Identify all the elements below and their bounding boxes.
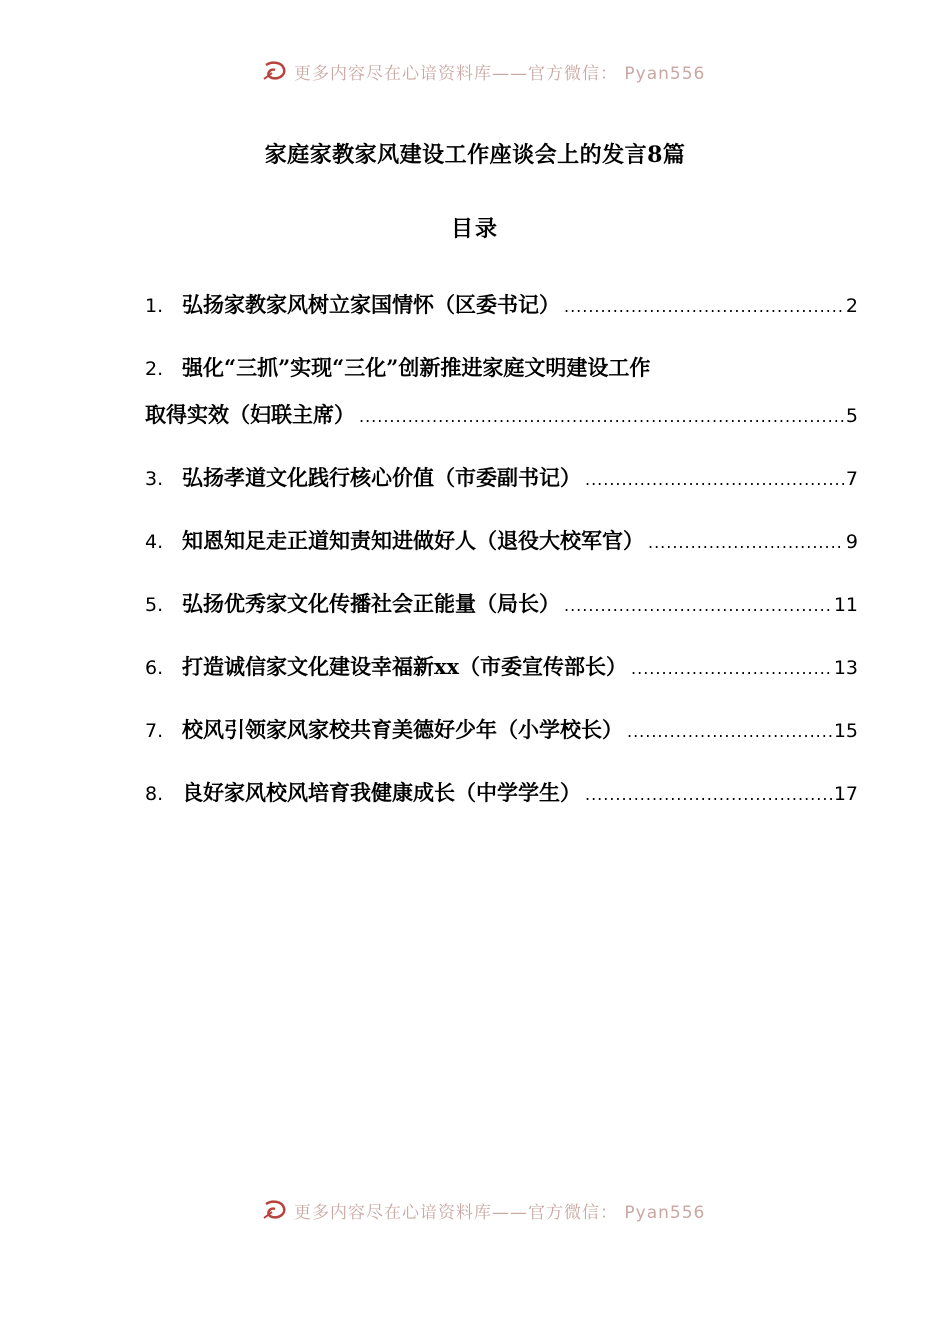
toc-entry-title: 打造诚信家文化建设幸福新xx（市委宣传部长） [182,654,628,679]
toc-entry-title: 弘扬家教家风树立家国情怀（区委书记） [182,292,560,317]
toc-entry-8[interactable] [145,773,858,813]
toc-entry-page: 2 [845,295,858,317]
watermark-text: 更多内容尽在心谙资料库——官方微信： Pyan556 [294,1202,706,1223]
toc-entry-title: 弘扬孝道文化践行核心价值（市委副书记） [182,465,581,490]
toc-entry-number: 7. [145,720,164,742]
toc-entry-title: 强化“三抓”实现“三化”创新推进家庭文明建设工作 [182,355,651,380]
spiral-logo-icon [262,1198,288,1222]
dot-leader [564,287,844,327]
toc-entry-7[interactable] [145,710,858,750]
toc-entry-title: 校风引领家风家校共育美德好少年（小学校长） [182,717,623,742]
toc-heading: 目录 [450,216,499,242]
dot-leader [631,649,832,689]
toc-entry-title-continued: 取得实效（妇联主席） [145,402,355,427]
toc-entry-number: 1. [145,295,164,317]
toc-entry-6[interactable] [145,647,858,687]
toc-entry-4[interactable] [145,521,858,561]
document-title: 家庭家教家风建设工作座谈会上的发言8篇 [264,142,686,168]
toc-entry-page: 5 [845,405,858,427]
footer-watermark [262,1197,782,1223]
toc-entry-number: 4. [145,531,164,553]
dot-leader [585,460,844,500]
spiral-logo-icon [262,59,288,83]
dot-leader [648,523,844,563]
dot-leader [585,775,832,815]
toc-entry-number: 5. [145,594,164,616]
toc-entry-number: 6. [145,657,164,679]
dot-leader [627,712,832,752]
toc-entry-number: 3. [145,468,164,490]
toc-entry-page: 13 [833,657,858,679]
toc-entry-title: 知恩知足走正道知责知进做好人（退役大校军官） [182,528,644,553]
header-watermark [262,58,782,84]
toc-entry-page: 7 [845,468,858,490]
toc-entry-page: 15 [833,720,858,742]
toc-entry-title: 良好家风校风培育我健康成长（中学学生） [182,780,581,805]
toc-entry-title: 弘扬优秀家文化传播社会正能量（局长） [182,591,560,616]
toc-entry-2[interactable] [145,348,858,435]
toc-entry-page: 11 [833,594,858,616]
toc-entry-number: 8. [145,783,164,805]
table-of-contents [145,285,858,813]
toc-entry-page: 17 [833,783,858,805]
toc-entry-number: 2. [145,358,164,380]
toc-entry-page: 9 [845,531,858,553]
dot-leader [564,586,832,626]
toc-entry-3[interactable] [145,458,858,498]
toc-entry-1[interactable] [145,285,858,325]
dot-leader [359,397,844,437]
watermark-text: 更多内容尽在心谙资料库——官方微信： Pyan556 [294,63,706,84]
toc-entry-5[interactable] [145,584,858,624]
